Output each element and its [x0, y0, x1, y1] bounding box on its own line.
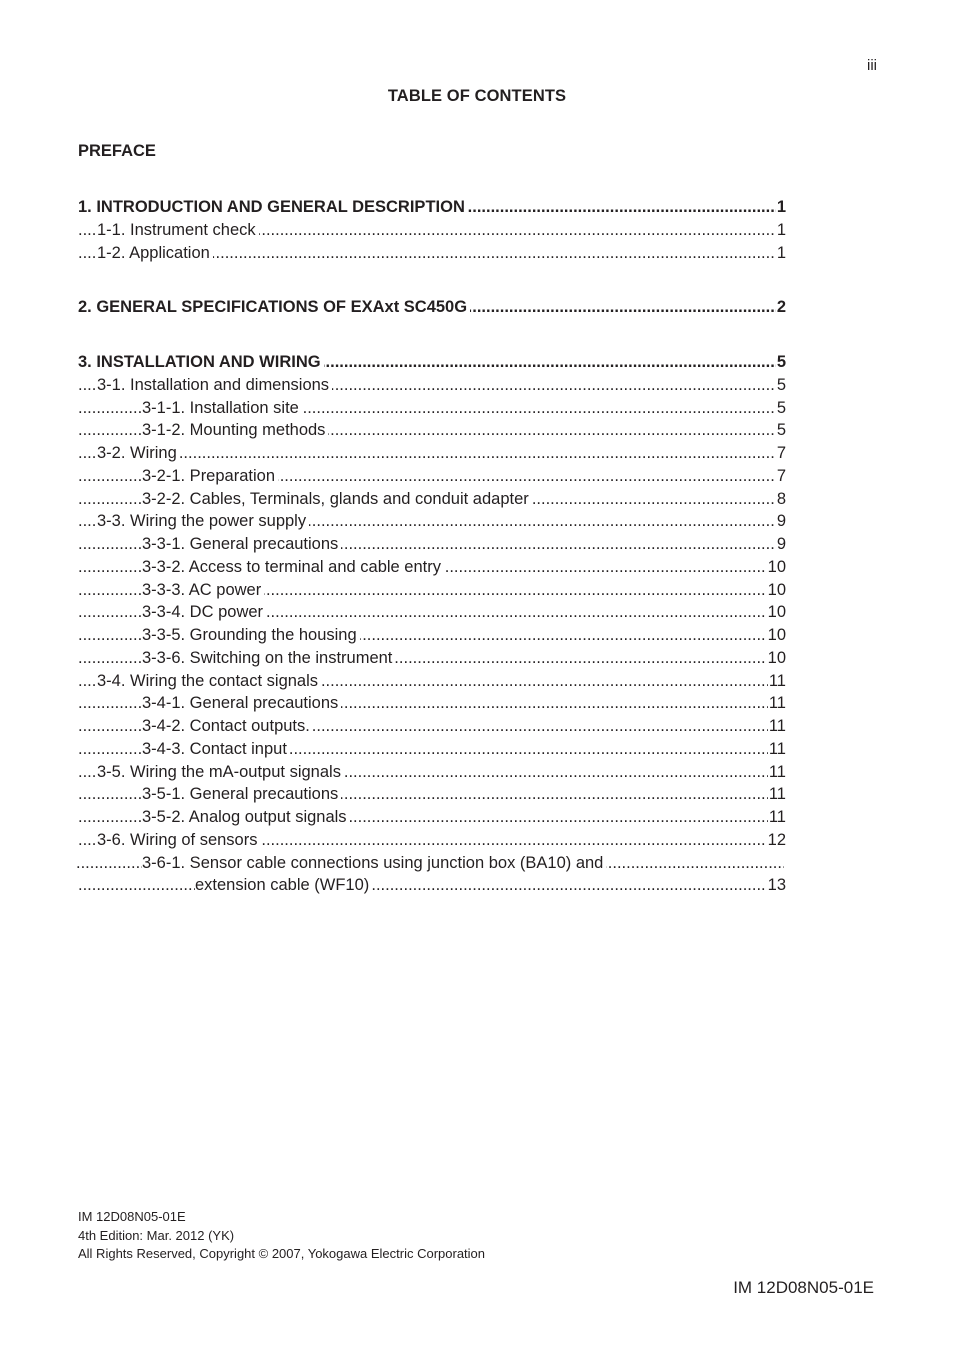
toc-entry-title: 3. INSTALLATION AND WIRING [78, 353, 324, 371]
toc-entry-title: 3-3-4. DC power [142, 603, 266, 621]
toc-entry-title: 3-1. Installation and dimensions [97, 376, 332, 394]
footer-edition: 4th Edition: Mar. 2012 (YK) [78, 1227, 235, 1243]
toc-entry-page: 10 [767, 647, 786, 670]
toc-entry-page: 11 [768, 715, 786, 738]
page-number: iii [867, 57, 877, 74]
toc-entry-page: 11 [768, 783, 786, 806]
toc-entry-title: 3-2-1. Preparation [142, 467, 278, 485]
toc-entry[interactable] [78, 488, 786, 511]
toc-entry[interactable] [78, 196, 786, 219]
toc-entry[interactable] [78, 510, 786, 533]
toc-entry-title: 3-3. Wiring the power supply [97, 512, 309, 530]
toc-entry[interactable] [78, 351, 786, 374]
toc-entry-page: 5 [776, 351, 786, 374]
toc-entry[interactable] [78, 624, 786, 647]
toc-entry-title: 3-1-1. Installation site [142, 399, 302, 417]
toc-entry-page: 8 [776, 488, 786, 511]
toc-entry-title: 3-3-3. AC power [142, 581, 264, 599]
toc-entry-page: 5 [776, 419, 786, 442]
toc-entry-page: 10 [767, 601, 786, 624]
table-of-contents [78, 196, 786, 929]
toc-section-2 [78, 296, 786, 319]
toc-entry-page: 11 [768, 692, 786, 715]
toc-section-3 [78, 351, 786, 897]
toc-entry[interactable] [78, 533, 786, 556]
toc-entry-title: 1. INTRODUCTION AND GENERAL DESCRIPTION [78, 198, 468, 216]
toc-entry[interactable] [78, 715, 786, 738]
toc-entry-page: 12 [767, 829, 786, 852]
toc-entry-title: 3-1-2. Mounting methods [142, 421, 328, 439]
toc-entry[interactable] [78, 647, 786, 670]
toc-entry[interactable] [78, 374, 786, 397]
toc-entry-title: 3-3-5. Grounding the housing [142, 626, 360, 644]
toc-entry[interactable] [78, 242, 786, 265]
toc-entry[interactable] [78, 442, 786, 465]
toc-entry-title: 3-4. Wiring the contact signals [97, 672, 321, 690]
toc-entry-page: 11 [768, 761, 786, 784]
toc-entry[interactable] [78, 601, 786, 624]
toc-entry[interactable] [78, 419, 786, 442]
toc-entry-title: 3-5. Wiring the mA-output signals [97, 763, 344, 781]
footer-meta [78, 1208, 485, 1264]
toc-entry-title: 3-5-1. General precautions [142, 785, 341, 803]
toc-entry-title: 3-4-1. General precautions [142, 694, 341, 712]
toc-section-1 [78, 196, 786, 264]
toc-entry-page: 5 [776, 374, 786, 397]
toc-entry[interactable] [78, 692, 786, 715]
toc-preface-heading: PREFACE [78, 142, 156, 160]
toc-entry-page: 1 [776, 196, 786, 219]
toc-entry[interactable] [78, 219, 786, 242]
toc-entry[interactable] [78, 296, 786, 319]
toc-dot-leader [78, 442, 786, 465]
toc-entry-page: 1 [776, 219, 786, 242]
toc-entry-title: 3-4-2. Contact outputs. [142, 717, 313, 735]
toc-entry-page: 10 [767, 624, 786, 647]
toc-entry-title: 3-5-2. Analog output signals [142, 808, 350, 826]
toc-entry-title: 3-3-2. Access to terminal and cable entry [142, 558, 444, 576]
toc-entry[interactable] [78, 579, 786, 602]
toc-entry[interactable] [78, 783, 786, 806]
toc-entry-title: 3-2. Wiring [97, 444, 180, 462]
toc-entry-title: extension cable (WF10) [195, 876, 372, 894]
toc-entry[interactable] [78, 874, 786, 897]
toc-entry-page: 7 [776, 465, 786, 488]
toc-entry[interactable] [78, 806, 786, 829]
toc-entry-page: 9 [776, 510, 786, 533]
toc-entry[interactable] [78, 397, 786, 420]
toc-entry-page: 10 [767, 556, 786, 579]
toc-entry-title: 3-2-2. Cables, Terminals, glands and conduit adapter [142, 490, 532, 508]
toc-entry[interactable] [78, 761, 786, 784]
toc-entry[interactable] [78, 829, 786, 852]
toc-entry-page: 11 [768, 738, 786, 761]
toc-entry[interactable] [78, 738, 786, 761]
toc-entry-page: 7 [776, 442, 786, 465]
toc-entry-page: 11 [768, 806, 786, 829]
toc-entry[interactable] [78, 465, 786, 488]
toc-entry-title: 3-4-3. Contact input [142, 740, 290, 758]
toc-entry-page: 1 [776, 242, 786, 265]
toc-entry-title: 1-1. Instrument check [97, 221, 259, 239]
toc-entry-page: 11 [768, 670, 786, 693]
toc-entry-page: 5 [776, 397, 786, 420]
toc-entry-page: 10 [767, 579, 786, 602]
footer-page-id: IM 12D08N05-01E [733, 1278, 874, 1297]
toc-entry-title: 2. GENERAL SPECIFICATIONS OF EXAxt SC450G [78, 298, 470, 316]
toc-entry-title: 3-6. Wiring of sensors [97, 831, 260, 849]
toc-entry-page: 9 [776, 533, 786, 556]
toc-entry-title: 3-6-1. Sensor cable connections using junction box (BA10) and [142, 854, 606, 872]
toc-entry[interactable] [78, 852, 786, 875]
toc-entry-page: 2 [776, 296, 786, 319]
toc-entry-title: 3-3-1. General precautions [142, 535, 341, 553]
footer-copyright: All Rights Reserved, Copyright © 2007, Yokogawa Electric Corporation [78, 1246, 486, 1261]
toc-entry[interactable] [78, 556, 786, 579]
toc-entry-title: 3-3-6. Switching on the instrument [142, 649, 395, 667]
toc-dot-leader [78, 874, 786, 897]
toc-entry[interactable] [78, 670, 786, 693]
toc-entry-title: 1-2. Application [97, 244, 213, 262]
page-title: TABLE OF CONTENTS [387, 87, 567, 105]
footer-doc-id: IM 12D08N05-01E [78, 1209, 186, 1224]
toc-entry-page: 13 [767, 874, 786, 897]
